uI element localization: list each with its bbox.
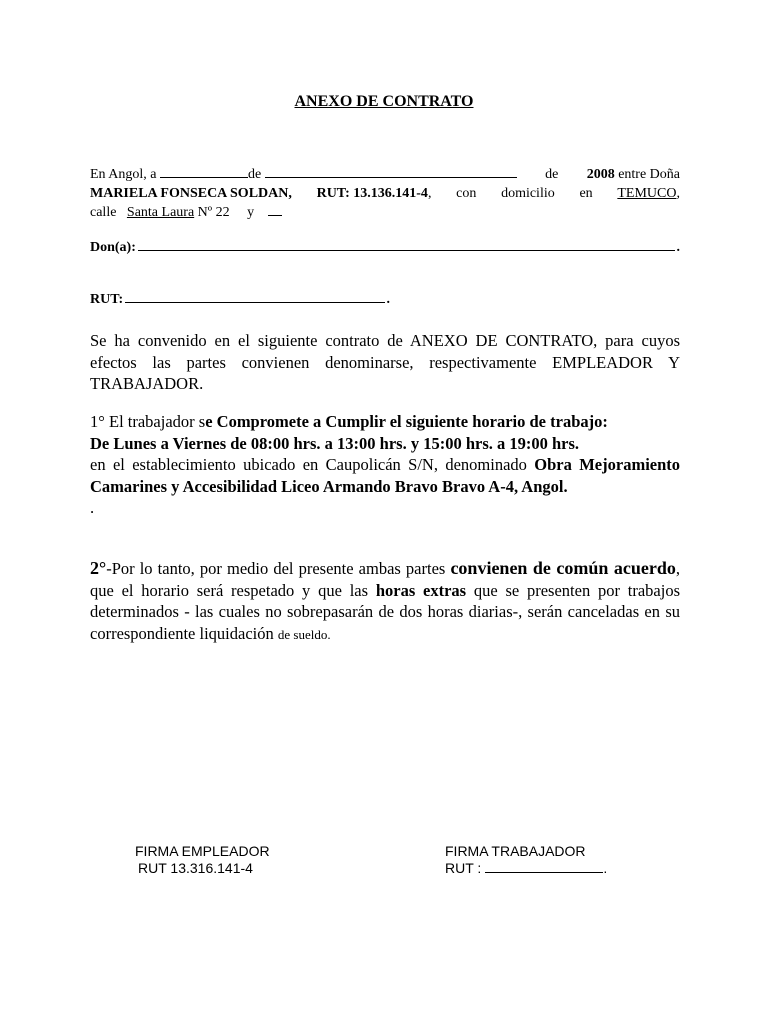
intro-place: En Angol, a de	[90, 165, 517, 184]
clause-1-intro: 1° El trabajador se Compromete a Cumplir el siguiente horario de trabajo:	[90, 412, 608, 431]
worker-name-blank[interactable]	[138, 238, 675, 251]
worker-signature	[445, 843, 607, 877]
employer-signature-label: FIRMA EMPLEADOR	[135, 843, 270, 859]
employer-city-group: TEMUCO,	[617, 186, 680, 201]
employer-city: TEMUCO	[617, 186, 677, 201]
employer-signature-rut: RUT 13.316.141-4	[138, 860, 253, 876]
agreement-paragraph: Se ha convenido en el siguiente contrato de ANEXO DE CONTRATO, para cuyos efectos las partes convienen denominarse, respectivamente EMPLEADOR Y TRABAJADOR.	[90, 331, 680, 393]
intro-line-3: calle Santa Laura Nº 22 y	[90, 203, 680, 222]
worker-signature-label: FIRMA TRABAJADOR	[445, 843, 586, 859]
clause-1-schedule: De Lunes a Viernes de 08:00 hrs. a 13:00 hrs. y 15:00 hrs. a 19:00 hrs.	[90, 433, 580, 453]
employer-signature	[135, 843, 270, 877]
clause-2-bold-1: convienen de común acuerdo	[450, 558, 676, 578]
employer-rut-group: RUT: 13.136.141-4,	[316, 186, 432, 201]
clause-1-location: en el establecimiento ubicado en Caupolicán S/N, denominado Obra Mejoramiento Camarines y Accesibilidad Liceo Armando Bravo Bravo A-4, Angol.	[90, 455, 681, 496]
intro-year-group: 2008 entre Doña	[586, 167, 680, 182]
worker-name-line: Don(a): .	[90, 240, 680, 255]
employer-number: Nº 22	[197, 205, 230, 220]
don-label: Don(a):	[90, 240, 136, 255]
address-blank[interactable]	[268, 203, 282, 216]
clause-1-dot: .	[90, 498, 95, 517]
intro-de: de	[545, 167, 559, 182]
employer-street: Santa Laura	[126, 205, 195, 220]
worker-signature-rut-line: RUT : .	[445, 860, 608, 876]
worker-signature-rut: RUT :	[445, 860, 482, 876]
intro-paragraph	[90, 165, 680, 222]
clause-1	[90, 411, 680, 519]
clause-2-number: 2°	[90, 558, 107, 578]
rut-label: RUT:	[90, 292, 124, 307]
intro-year: 2008	[586, 167, 615, 182]
worker-rut-line: RUT: .	[90, 292, 390, 307]
month-blank[interactable]	[265, 165, 517, 178]
intro-line-1	[90, 165, 680, 184]
employer-name: MARIELA FONSECA SOLDAN,	[90, 186, 292, 201]
clause-2: 2°-Por lo tanto, por medio del presente ambas partes convienen de común acuerdo, que el horario será respetado y que las horas extras que se presenten por trabajos determinados - las cuales no sobrepasarán de dos horas diarias-, serán canceladas en su correspondiente liquidación de sueldo.	[90, 558, 680, 643]
clause-2-bold-2: horas extras	[375, 580, 467, 600]
worker-rut-blank[interactable]	[125, 290, 384, 303]
worker-signature-rut-blank[interactable]	[485, 860, 603, 873]
day-blank[interactable]	[160, 165, 248, 178]
document-title: ANEXO DE CONTRATO	[294, 93, 474, 110]
intro-line-2: MARIELA FONSECA SOLDAN, RUT: 13.136.141-4, con domicilio en TEMUCO,	[90, 186, 680, 201]
employer-rut: 13.136.141-4	[353, 186, 428, 201]
